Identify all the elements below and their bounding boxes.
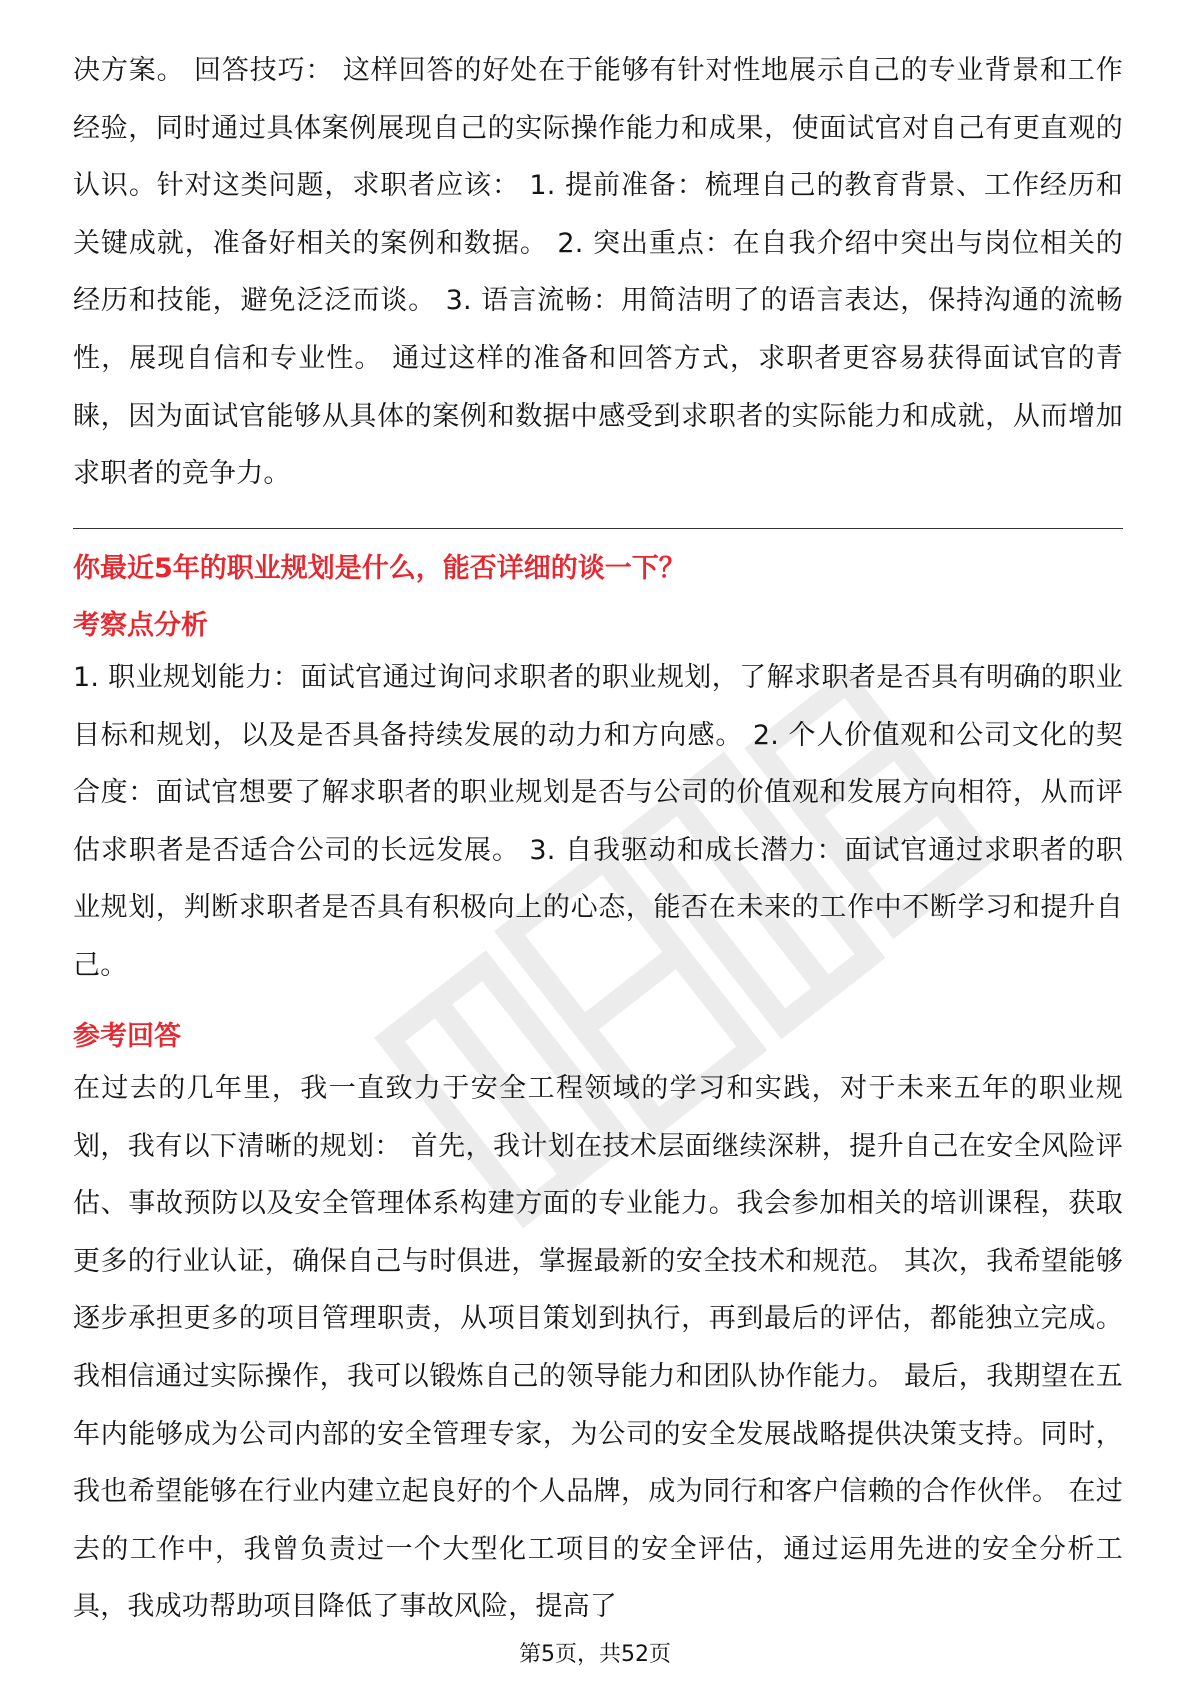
intro-paragraph: 决方案。 回答技巧： 这样回答的好处在于能够有针对性地展示自己的专业背景和工作经验，同时通过具体案例展现自己的实际操作能力和成果，使面试官对自己有更直观的认识。针对这类问题，求职者应该： 1. 提前准备：梳理自己的教育背景、工作经历和关键成就，准备好相关的案例和数据。 2. 突出重点：在自我介绍中突出与岗位相关的经历和技能，避免泛泛而谈。 3. 语言流畅：用简洁明了的语言表达，保持沟通的流畅性，展现自信和专业性。 通过这样的准备和回答方式，求职者更容易获得面试官的青睐，因为面试官能够从具体的案例和数据中感受到求职者的实际能力和成就，从而增加求职者的竞争力。 [73, 55, 1123, 490]
question-heading: 你最近5年的职业规划是什么，能否详细的谈一下？ [73, 553, 686, 584]
answer-heading: 参考回答 [73, 1021, 181, 1052]
page-number: 第5页，共52页 [519, 1642, 671, 1667]
analysis-paragraph: 1. 职业规划能力：面试官通过询问求职者的职业规划，了解求职者是否具有明确的职业目标和规划，以及是否具备持续发展的动力和方向感。 2. 个人价值观和公司文化的契合度：面试官想要了解求职者的职业规划是否与公司的价值观和发展方向相符，从而评估求职者是否适合公司的长远发展。 3. 自我驱动和成长潜力：面试官通过求职者的职业规划，判断求职者是否具有积极向上的心态，能否在未来的工作中不断学习和提升自己。 [73, 662, 1123, 981]
analysis-heading: 考察点分析 [73, 610, 208, 641]
section-divider [73, 528, 1123, 529]
answer-paragraph: 在过去的几年里，我一直致力于安全工程领域的学习和实践，对于未来五年的职业规划，我有以下清晰的规划： 首先，我计划在技术层面继续深耕，提升自己在安全风险评估、事故预防以及安全管理体系构建方面的专业能力。我会参加相关的培训课程，获取更多的行业认证，确保自己与时俱进，掌握最新的安全技术和规范。 其次，我希望能够逐步承担更多的项目管理职责，从项目策划到执行，再到最后的评估，都能独立完成。我相信通过实际操作，我可以锻炼自己的领导能力和团队协作能力。 最后，我期望在五年内能够成为公司内部的安全管理专家，为公司的安全发展战略提供决策支持。同时，我也希望能够在行业内建立起良好的个人品牌，成为同行和客户信赖的合作伙伴。 在过去的工作中，我曾负责过一个大型化工项目的安全评估，通过运用先进的安全分析工具，我成功帮助项目降低了事故风险，提高了 [73, 1073, 1123, 1623]
